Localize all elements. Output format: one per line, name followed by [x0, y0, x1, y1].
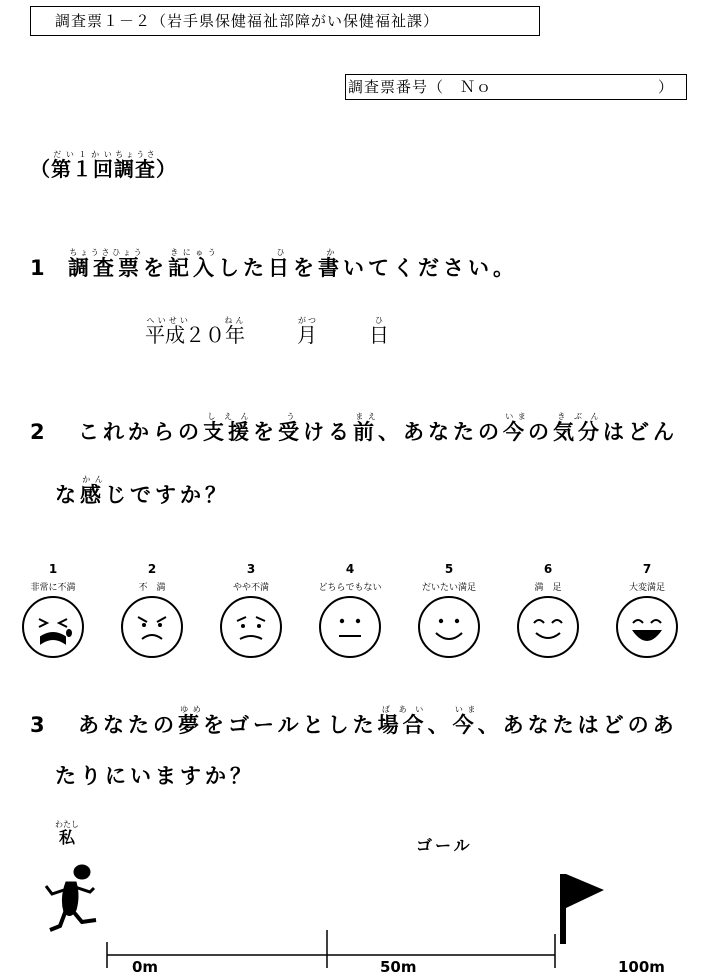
question-1	[30, 248, 518, 282]
text-run: 、	[427, 713, 453, 737]
face-satisfied-icon[interactable]	[513, 592, 583, 662]
question-2-number: 2	[30, 420, 49, 444]
ruby-word: 調査票ちょうさひょう	[68, 248, 143, 280]
text-run: の	[528, 420, 553, 444]
goal-flag-icon	[560, 874, 604, 944]
scale-label-6: 満 足	[534, 583, 562, 593]
text-run: な	[55, 483, 80, 507]
form-title-box	[30, 6, 540, 36]
runner-icon	[46, 865, 96, 930]
text-run: 、あなたはどのあ	[477, 713, 678, 737]
date-month: 月がつ	[297, 316, 317, 347]
round-title	[30, 150, 177, 182]
form-title: 調査票１－２（岩手県保健福祉部障がい保健福祉課）	[55, 12, 440, 30]
date-era-year: 平成２０年へいせい ねん	[145, 316, 246, 347]
ruby-word: 受う	[278, 412, 303, 444]
question-3-number: 3	[30, 713, 49, 737]
text-run: を	[143, 256, 168, 280]
question-2-text-1	[78, 412, 678, 444]
ruby-word: 書か	[318, 248, 343, 280]
ruby-word: 前まえ	[353, 412, 378, 444]
question-2-text-2	[55, 475, 230, 507]
text-run: を	[293, 256, 318, 280]
form-number-label: 調査票番号（ Ｎｏ	[348, 78, 493, 96]
goal-label: ゴール	[416, 836, 473, 855]
ruby-word: 夢ゆめ	[178, 705, 203, 737]
text-run: を	[253, 420, 278, 444]
ruby-word: 記入きにゅう	[168, 248, 218, 280]
scale-label-1: 非常に不満	[30, 583, 76, 593]
distance-scale	[0, 850, 720, 980]
question-3-text-1	[78, 705, 678, 737]
round-survey: 調査ちょうさ	[114, 150, 156, 181]
scale-label-4: どちらでもない	[318, 583, 382, 593]
date-day: 日ひ	[369, 316, 389, 347]
face-dissatisfied-icon[interactable]	[117, 592, 187, 662]
form-number-box	[345, 74, 687, 100]
ruby-word: 支援しえん	[203, 412, 253, 444]
tick-label-50: 50m	[380, 958, 417, 976]
scale-number-7: 7	[642, 562, 652, 576]
scale-label-3: やや不満	[232, 583, 269, 593]
text-run: した	[218, 256, 268, 280]
scale-number-3: 3	[246, 562, 256, 576]
form-number-close: ）	[657, 78, 674, 96]
scale-label-7: 大変満足	[628, 583, 665, 593]
question-1-number: 1	[30, 256, 49, 280]
text-run: いてください。	[343, 256, 518, 280]
text-run: これからの	[78, 420, 203, 444]
scale-number-1: 1	[48, 562, 58, 576]
me-label: 私わたし	[55, 820, 79, 847]
tick-label-0: 0m	[132, 958, 159, 976]
scale-label-5: だいたい満足	[421, 583, 476, 593]
text-run: はどん	[603, 420, 678, 444]
ruby-word: 日ひ	[268, 248, 293, 280]
scale-number-5: 5	[444, 562, 454, 576]
round-suffix: ）	[156, 157, 177, 181]
ruby-word: 今いま	[503, 412, 528, 444]
face-very-satisfied-icon[interactable]	[612, 592, 682, 662]
text-run: あなたの	[78, 713, 178, 737]
text-run: ける	[303, 420, 353, 444]
scale-number-2: 2	[147, 562, 157, 576]
text-run: をゴールとした	[203, 713, 378, 737]
round-prefix: （	[30, 157, 51, 181]
ruby-word: 今いま	[452, 705, 478, 737]
face-slightly-dissatisfied-icon[interactable]	[216, 592, 286, 662]
round-main: 第１回だい１かい	[51, 150, 114, 181]
scale-number-6: 6	[543, 562, 553, 576]
question-3-line-2	[55, 760, 255, 790]
face-neutral-icon[interactable]	[315, 592, 385, 662]
tick-label-100: 100m	[618, 958, 665, 976]
question-3-text-2: たりにいますか？	[55, 764, 255, 788]
ruby-word: 場合ばあい	[377, 705, 428, 737]
scale-label-2: 不 満	[138, 583, 166, 593]
question-1-text	[68, 248, 518, 280]
question-2-line-2	[55, 475, 230, 509]
question-3-line-1	[30, 705, 678, 739]
face-mostly-satisfied-icon[interactable]	[414, 592, 484, 662]
text-run: 、あなたの	[378, 420, 503, 444]
text-run: じですか？	[105, 483, 230, 507]
question-2-line-1	[30, 412, 678, 446]
date-line	[145, 316, 389, 348]
ruby-word: 感かん	[80, 475, 105, 507]
scale-number-4: 4	[345, 562, 355, 576]
face-very-dissatisfied-icon[interactable]	[18, 592, 88, 662]
ruby-word: 気分きぶん	[553, 412, 603, 444]
